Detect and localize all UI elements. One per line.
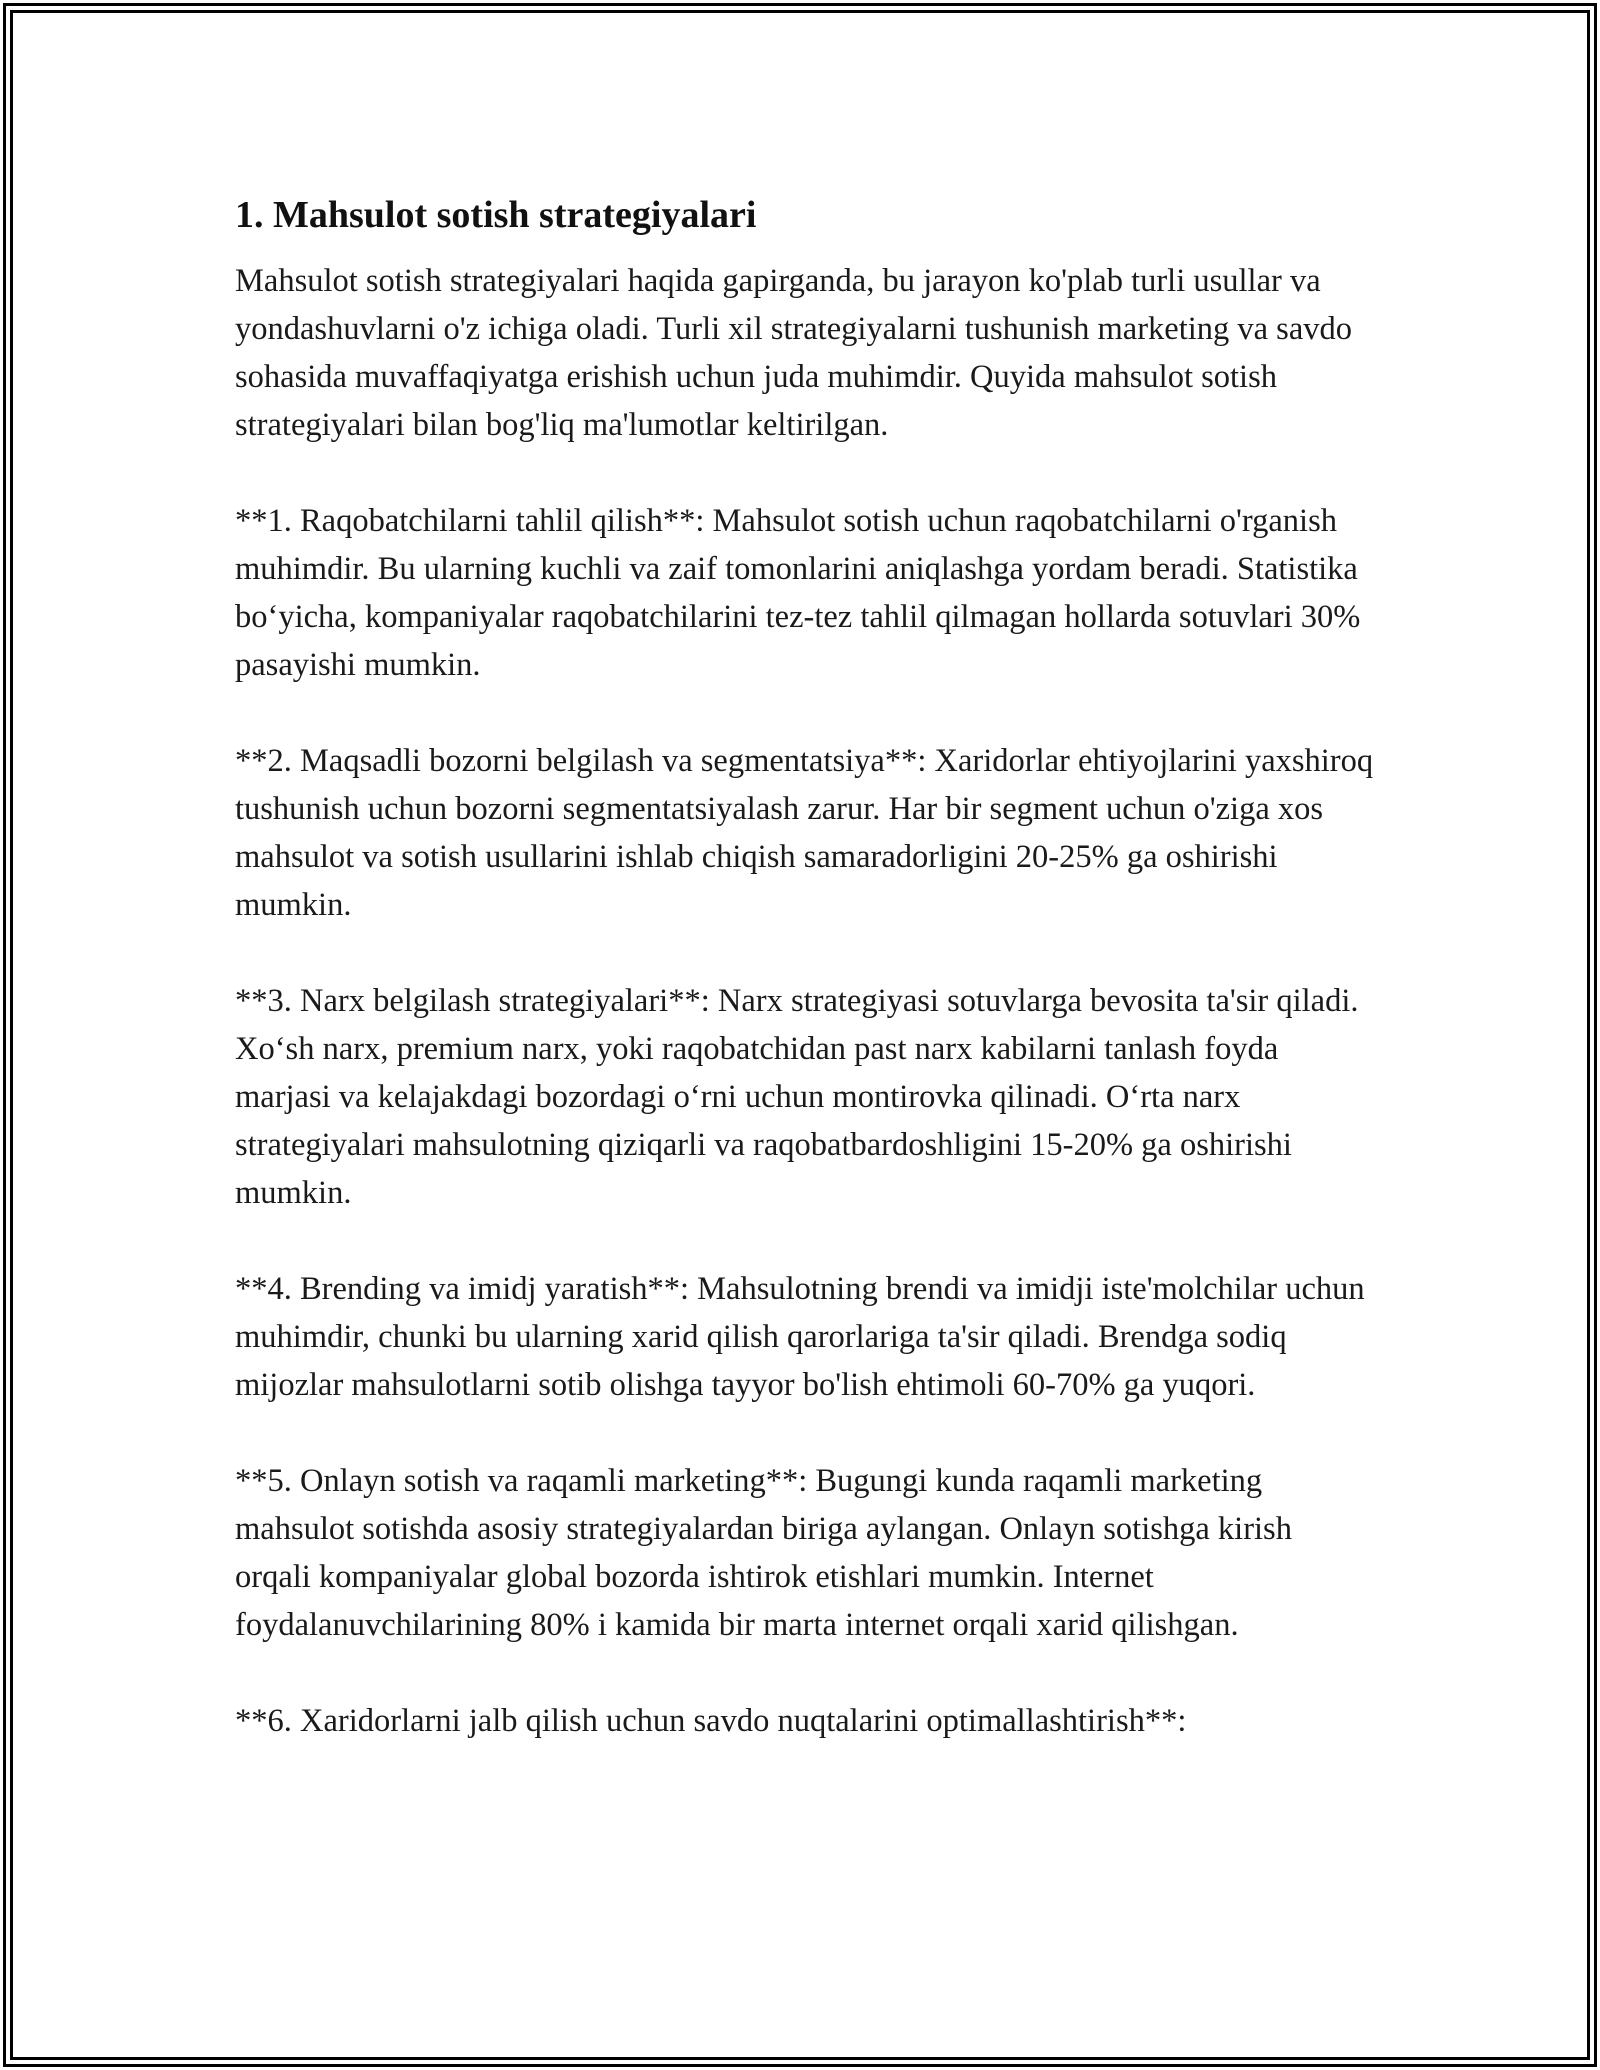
intro-paragraph: Mahsulot sotish strategiyalari haqida gapirganda, bu jarayon ko'plab turli usullar va yondashuvlarni o'z ichiga oladi. Turli xil strategiyalarni tushunish marketing va savdo sohasida muvaffaqiyatga erishish uchun juda muhimdir. Quyida mahsulot sotish strategiyalari bilan bog'liq ma'lumotlar keltirilgan. <box>235 263 1352 443</box>
paragraph-branding-image: **4. Brending va imidj yaratish**: Mahsulotning brendi va imidji iste'molchilar uchun muhimdir, chunki bu ularning xarid qilish qarorlariga ta'sir qiladi. Brendga sodiq mijozlar mahsulotlarni sotib olishga tayyor bo'lish ehtimoli 60-70% ga yuqori. <box>235 1271 1365 1403</box>
document-body <box>235 185 1375 1745</box>
paragraph-online-sales-digital-marketing: **5. Onlayn sotish va raqamli marketing**: Bugungi kunda raqamli marketing mahsulot sotishda asosiy strategiyalardan biriga aylangan. Onlayn sotishga kirish orqali kompaniyalar global bozorda ishtirok etishlari mumkin. Internet foydalanuvchilarining 80% i kamida bir marta internet orqali xarid qilishgan. <box>235 1463 1292 1643</box>
paragraph-pricing-strategies: **3. Narx belgilash strategiyalari**: Narx strategiyasi sotuvlarga bevosita ta'sir qiladi. Xo‘sh narx, premium narx, yoki raqobatchidan past narx kabilarni tanlash foyda marjasi va kelajakdagi bozordagi o‘rni uchun montirovka qilinadi. O‘rta narx strategiyalari mahsulotning qiziqarli va raqobatbardoshligini 15-20% ga oshirishi mumkin. <box>235 983 1359 1211</box>
paragraph-target-market-segmentation: **2. Maqsadli bozorni belgilash va segmentatsiya**: Xaridorlar ehtiyojlarini yaxshiroq tushunish uchun bozorni segmentatsiyalash zarur. Har bir segment uchun o'ziga xos mahsulot va sotish usullarini ishlab chiqish samaradorligini 20-25% ga oshirishi mumkin. <box>235 743 1374 923</box>
document-heading: 1. Mahsulot sotish strategiyalari <box>235 194 757 236</box>
paragraph-sales-point-optimization: **6. Xaridorlarni jalb qilish uchun savdo nuqtalarini optimallashtirish**: <box>235 1703 1187 1739</box>
paragraph-competitor-analysis: **1. Raqobatchilarni tahlil qilish**: Mahsulot sotish uchun raqobatchilarni o'rganish muhimdir. Bu ularning kuchli va zaif tomonlarini aniqlashga yordam beradi. Statistika bo‘yicha, kompaniyalar raqobatchilarini tez-tez tahlil qilmagan hollarda sotuvlari 30% pasayishi mumkin. <box>235 503 1361 683</box>
